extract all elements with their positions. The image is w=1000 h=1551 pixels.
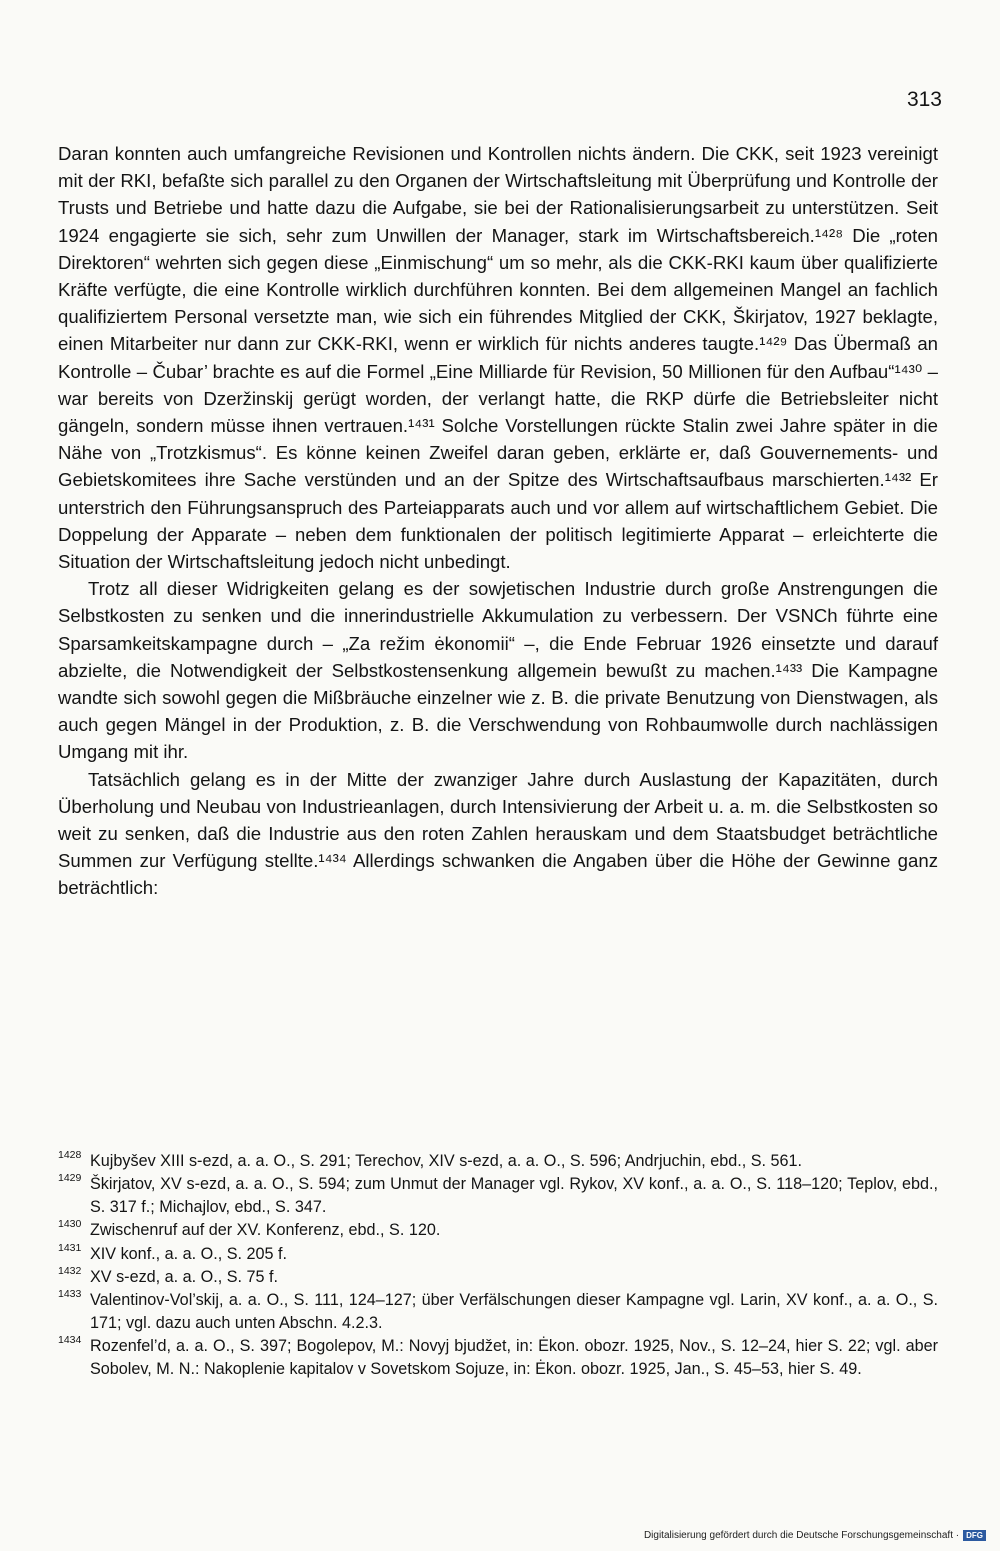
footnote-text: Valentinov-Vol’skij, a. a. O., S. 111, 124–127; über Verfälschungen dieser Kampagne vgl. Larin, XV konf., a. a. O., S. 171; vgl. dazu auch unten Abschn. 4.2.3. bbox=[90, 1291, 938, 1332]
paragraph-3: Tatsächlich gelang es in der Mitte der zwanziger Jahre durch Auslastung der Kapazitäten, durch Überholung und Neubau von Industrieanlagen, durch Intensivierung der Arbeit u. a. m. die Selbstkosten so weit zu senken, daß die Industrie aus den roten Zahlen herauskam und dem Staatsbudget beträchtliche Summen zur Verfügung stellte.¹⁴³⁴ Allerdings schwanken die Angaben über die Höhe der Gewinne ganz beträchtlich: bbox=[58, 768, 938, 899]
footnote-text: Rozenfel’d, a. a. O., S. 397; Bogolepov, M.: Novyj bjudžet, in: Ėkon. obozr. 1925, Nov., S. 12–24, hier S. 22; vgl. aber Sobolev, M. N.: Nakoplenie kapitalov v Sovetskom Sojuze, in: Ėkon. obozr. 1925, Jan., S. 45–53, hier S. 49. bbox=[90, 1337, 938, 1378]
footnote-1431 bbox=[58, 1243, 938, 1265]
body-text bbox=[58, 140, 938, 902]
footnote-1428 bbox=[58, 1150, 938, 1172]
footnote-1430 bbox=[58, 1219, 938, 1241]
footnote-number: 1429 bbox=[58, 1172, 82, 1185]
footnote-1429 bbox=[58, 1173, 938, 1218]
footnote-text: XIV konf., a. a. O., S. 205 f. bbox=[90, 1244, 288, 1263]
footnote-number: 1431 bbox=[58, 1241, 82, 1254]
footnote-number: 1434 bbox=[58, 1334, 82, 1347]
footnote-text: Kujbyšev XIII s-ezd, a. a. O., S. 291; Terechov, XIV s-ezd, a. a. O., S. 596; Andrjuchin, ebd., S. 561. bbox=[90, 1152, 803, 1170]
footnote-number: 1432 bbox=[58, 1265, 82, 1278]
digitization-credit bbox=[644, 1530, 986, 1541]
footnote-number: 1433 bbox=[58, 1288, 82, 1301]
footnote-number: 1430 bbox=[58, 1218, 82, 1231]
dfg-logo-icon: DFG bbox=[963, 1530, 986, 1541]
footnote-text: Zwischenruf auf der XV. Konferenz, ebd., S. 120. bbox=[90, 1221, 441, 1240]
footnote-text: Škirjatov, XV s-ezd, a. a. O., S. 594; zum Unmut der Manager vgl. Rykov, XV konf., a. a. O., S. 118–120; Teplov, ebd., S. 317 f.; Michajlov, ebd., S. 347. bbox=[90, 1175, 938, 1216]
paragraph-2: Trotz all dieser Widrigkeiten gelang es der sowjetischen Industrie durch große Anstrengungen die Selbstkosten zu senken und die innerindustrielle Akkumulation zu verbessern. Der VSNCh führte eine Sparsamkeitskampagne durch – „Za režim ėkonomii“ –, die Ende Februar 1926 einsetzte und darauf abzielte, die Notwendigkeit der Selbstkostensenkung allgemein bewußt zu machen.¹⁴³³ Die Kampagne wandte sich sowohl gegen die Mißbräuche einzelner wie z. B. die private Benutzung von Dienstwagen, als auch gegen Mängel in der Produktion, z. B. die Verschwendung von Rohbaumwolle durch nachlässigen Umgang mit ihr. bbox=[58, 578, 938, 763]
paragraph-1: Daran konnten auch umfangreiche Revisionen und Kontrollen nichts ändern. Die CKK, seit 1923 vereinigt mit der RKI, befaßte sich parallel zu den Organen der Wirtschaftsleitung mit Überprüfung und Kontrolle der Trusts und Betriebe und hatte dazu die Aufgabe, sie bei der Rationalisierungsarbeit zu unterstützen. Seit 1924 engagierte sie sich, sehr zum Unwillen der Manager, stark im Wirtschaftsbereich.¹⁴²⁸ Die „roten Direktoren“ wehrten sich gegen diese „Einmischung“ um so mehr, als die CKK-RKI kaum über qualifizierte Kräfte verfügte, die eine Kontrolle wirklich durchführen konnten. Bei dem allgemeinen Mangel an fachlich qualifiziertem Personal versetzte man, wie sich ein führendes Mitglied der CKK, Škirjatov, 1927 beklagte, einen Mitarbeiter nur dann zur CKK-RKI, wenn er wirklich für nichts anderes taugte.¹⁴²⁹ Das Übermaß an Kontrolle – Čubar’ brachte es auf die Formel „Eine Milliarde für Revision, 50 Millionen für den Aufbau“¹⁴³⁰ – war bereits von Dzeržinskij gerügt worden, der verlangt hatte, die RKP dürfe die Betriebsleiter nicht gängeln, sondern müsse ihnen vertrauen.¹⁴³¹ Solche Vorstellungen rückte Stalin zwei Jahre später in die Nähe von „Trotzkismus“. Es könne keinen Zweifel daran geben, erklärte er, daß Gouvernements- und Gebietskomitees ihre Sache verstünden und an der Spitze des Wirtschaftsaufbaus marschierten.¹⁴³² Er unterstrich den Führungsanspruch des Parteiapparats auch und vor allem auf wirtschaftlichem Gebiet. Die Doppelung der Apparate – neben dem funktionalen der politisch legitimierte Apparat – erleichterte die Situation der Wirtschaftsleitung jedoch nicht unbedingt. bbox=[58, 143, 938, 573]
footnotes bbox=[58, 1150, 938, 1381]
footnote-1433 bbox=[58, 1289, 938, 1334]
footnote-1432 bbox=[58, 1266, 938, 1288]
footnote-text: XV s-ezd, a. a. O., S. 75 f. bbox=[90, 1268, 279, 1287]
credit-text: Digitalisierung gefördert durch die Deutsche Forschungsgemeinschaft · bbox=[643, 1530, 960, 1541]
footnote-number: 1428 bbox=[58, 1149, 82, 1161]
page-number: 313 bbox=[906, 88, 942, 111]
footnote-1434 bbox=[58, 1335, 938, 1380]
